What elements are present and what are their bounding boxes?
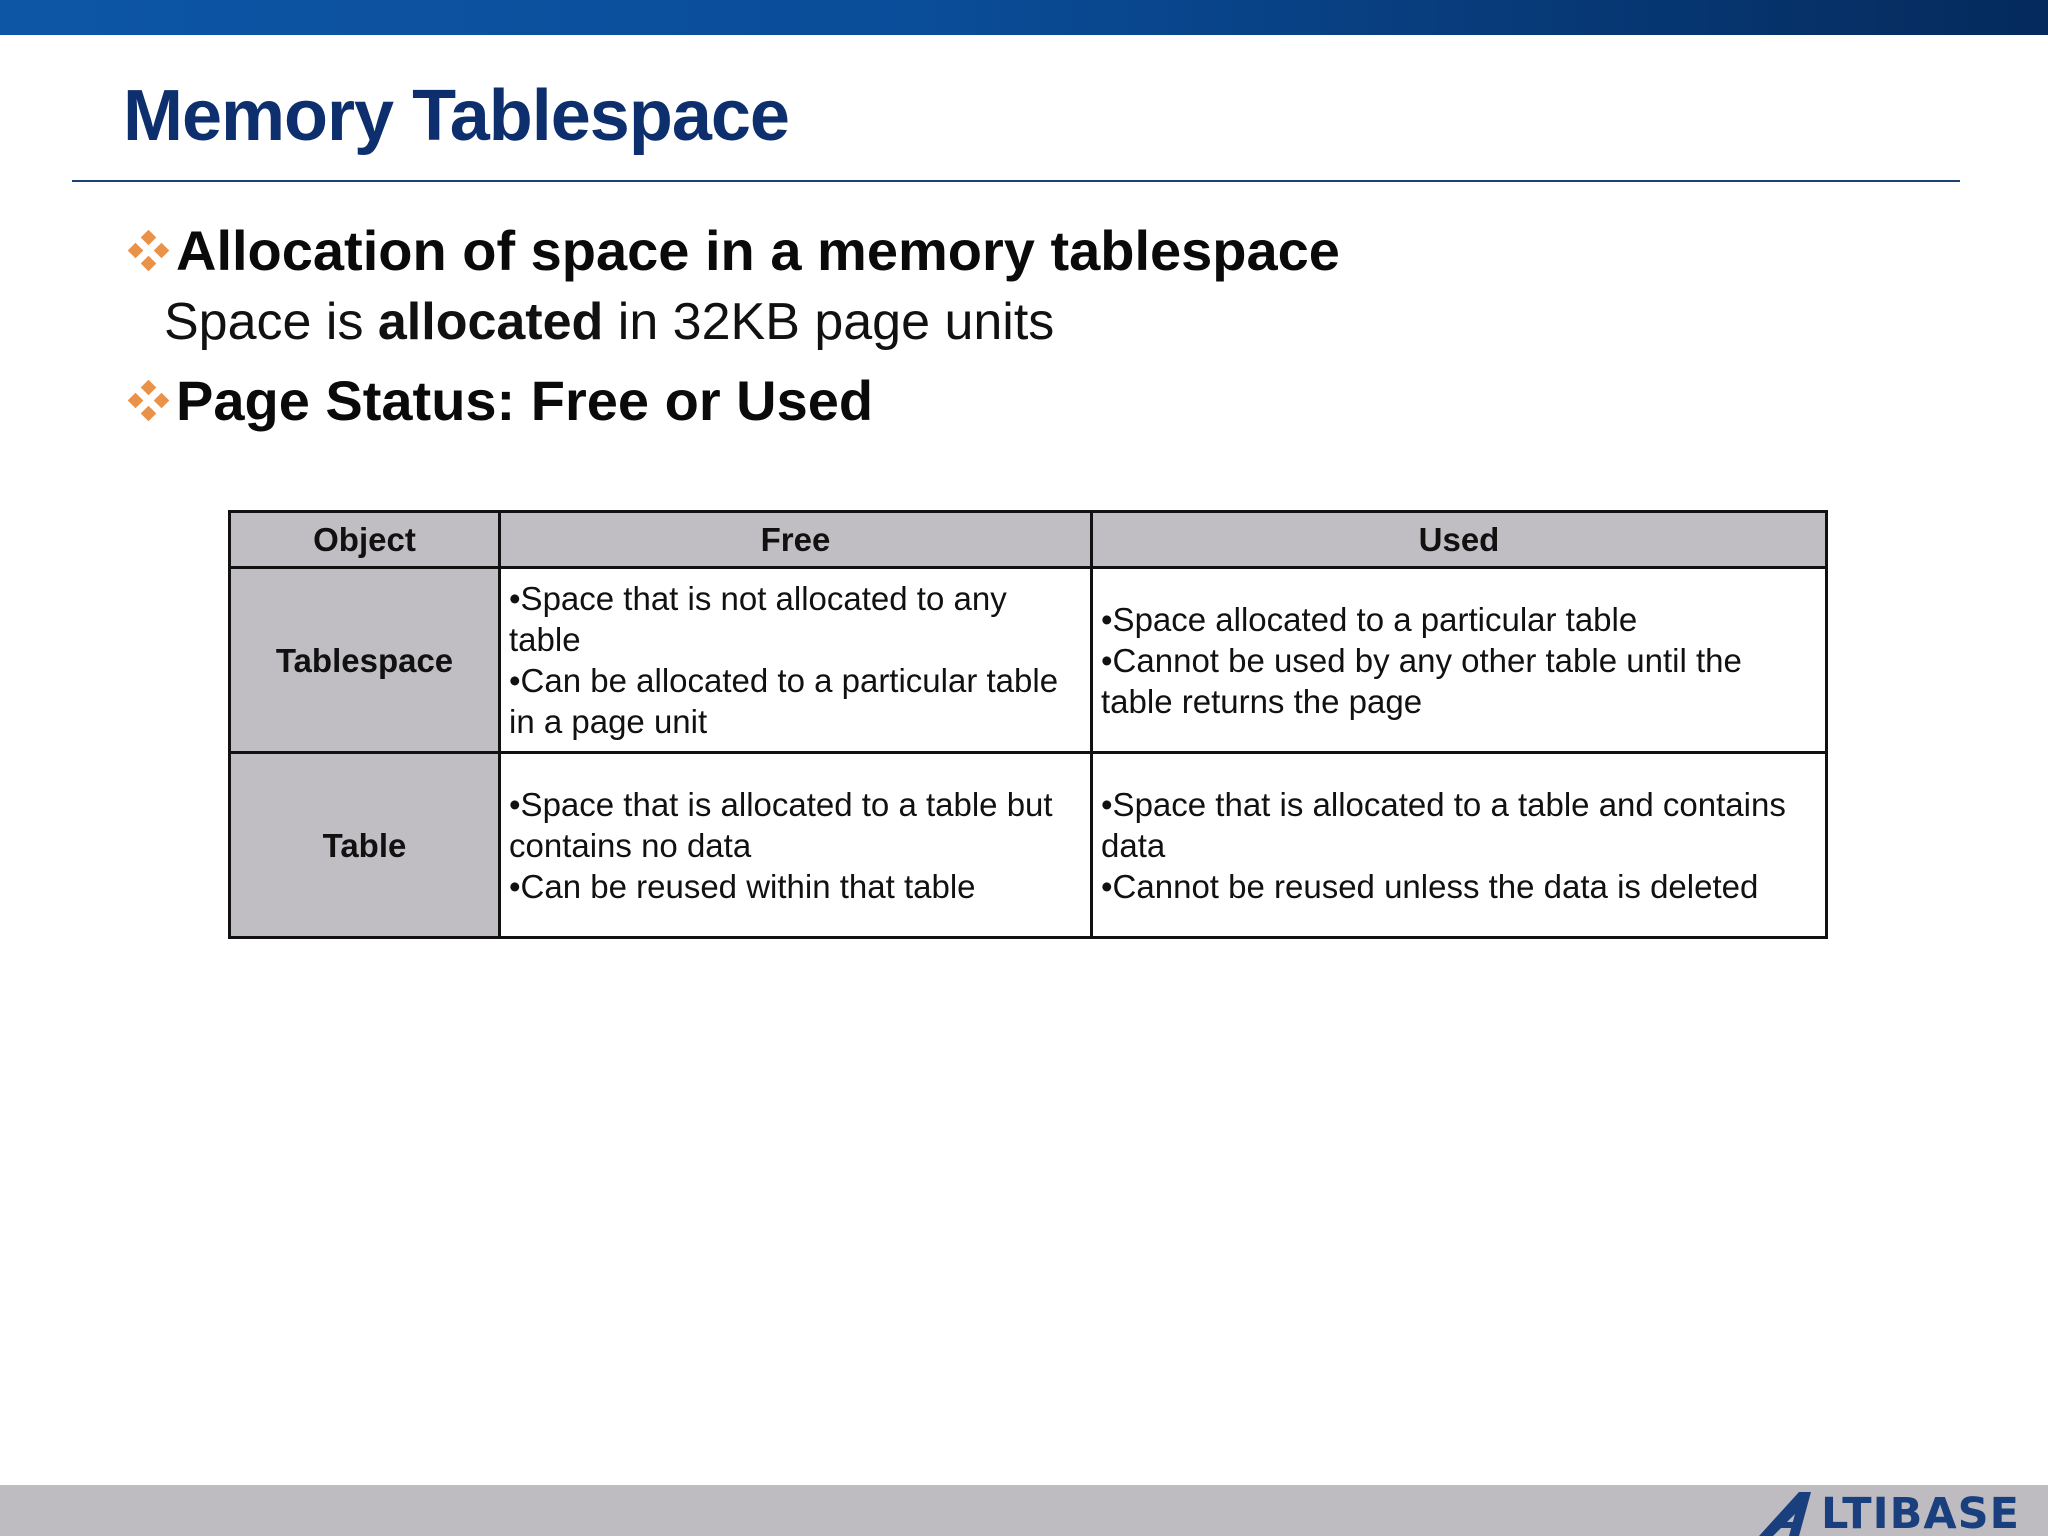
altibase-a-icon — [1759, 1492, 1821, 1536]
table-row — [230, 753, 1827, 938]
free-cell — [500, 753, 1092, 938]
top-header-band — [0, 0, 2048, 35]
object-cell: Table — [230, 753, 500, 938]
cell-line: •Cannot be reused unless the data is deleted — [1101, 867, 1759, 905]
cell-line: •Space that is not allocated to any table — [509, 580, 1007, 658]
table-header-row — [230, 512, 1827, 568]
cell-line: •Can be reused within that table — [509, 867, 976, 905]
cell-line: •Space that is allocated to a table but contains no data — [509, 785, 1053, 864]
bullet-allocation — [124, 216, 1340, 286]
header-used: Used — [1092, 512, 1827, 568]
cell-line: •Cannot be used by any other table until the table returns the page — [1101, 641, 1742, 720]
bullet-subtext: Space is allocated in 32KB page units — [164, 293, 1055, 351]
logo-wordmark: LTIBASE — [1820, 1489, 2020, 1539]
bullet-page-status — [124, 366, 873, 436]
header-object: Object — [230, 512, 500, 568]
diamond-bullet-icon — [124, 376, 174, 426]
object-cell: Tablespace — [230, 568, 500, 753]
header-free: Free — [500, 512, 1092, 568]
bullet-text: Page Status: Free or Used — [176, 369, 874, 432]
altibase-logo — [1759, 1489, 2020, 1539]
footer-bar — [0, 1485, 2048, 1539]
title-divider — [72, 180, 1960, 182]
cell-line: •Space allocated to a particular table — [1101, 600, 1638, 638]
used-cell — [1092, 568, 1827, 753]
cell-line: •Can be allocated to a particular table in a page unit — [509, 662, 1059, 740]
used-cell — [1092, 753, 1827, 938]
free-cell — [500, 568, 1092, 753]
page-status-table — [228, 510, 1828, 939]
cell-line: •Space that is allocated to a table and contains data — [1101, 785, 1786, 864]
diamond-bullet-icon — [124, 226, 174, 276]
bullet-text: Allocation of space in a memory tablespace — [176, 219, 1340, 282]
slide-title: Memory Tablespace — [123, 76, 789, 156]
table-row — [230, 568, 1827, 753]
